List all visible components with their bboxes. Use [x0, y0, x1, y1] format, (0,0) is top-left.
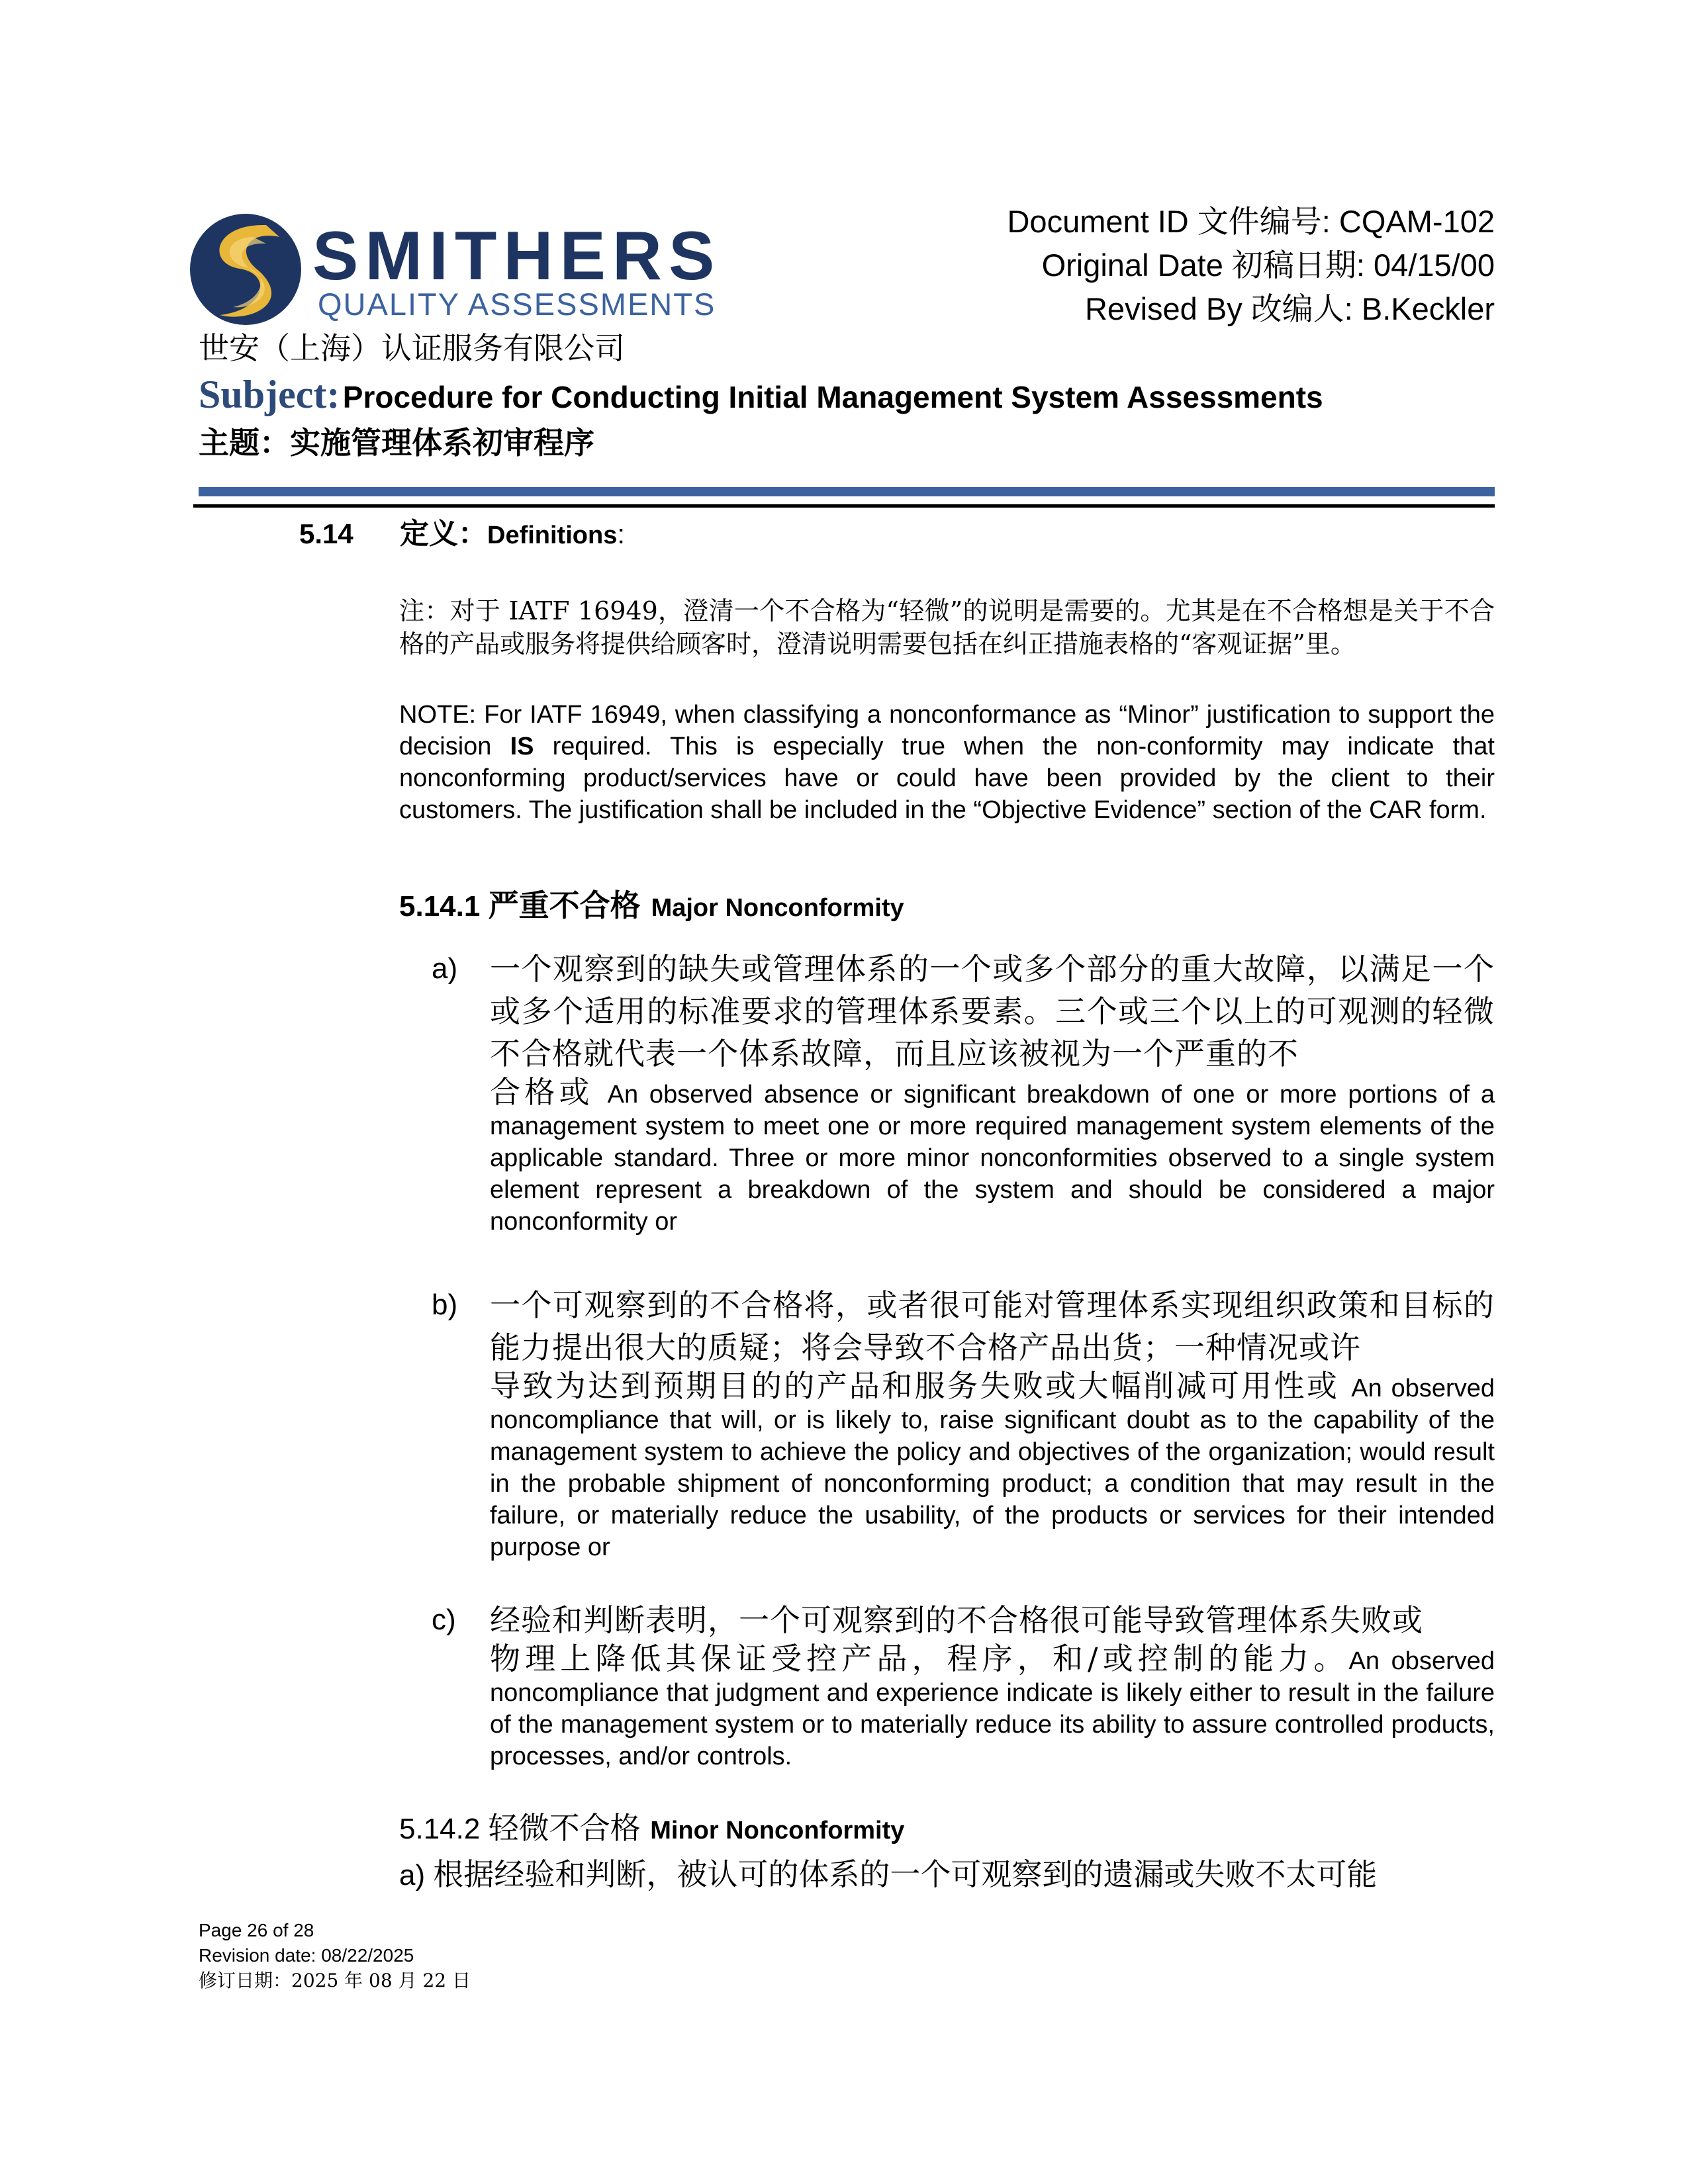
subheading-en: Major Nonconformity — [651, 894, 904, 922]
subheading-minor-nonconformity — [399, 1807, 904, 1857]
subheading-number: 5.14.2 — [399, 1813, 489, 1845]
section-number: 5.14 — [299, 518, 353, 549]
list-item-letter: b) — [432, 1289, 458, 1321]
page-number: Page 26 of 28 — [199, 1920, 314, 1940]
logo-subtitle: QUALITY ASSESSMENTS — [318, 287, 716, 322]
header-rule-black — [193, 504, 1495, 508]
minor-item-a — [399, 1853, 1377, 1897]
item-cn-tail: 合格或 — [490, 1074, 608, 1110]
section-title-cn: 定义： — [400, 517, 487, 551]
subject-cn: 主题：实施管理体系初审程序 — [199, 425, 594, 461]
original-date: Original Date 初稿日期: 04/15/00 — [1041, 248, 1495, 283]
item-cn: 一个观察到的缺失或管理体系的一个或多个部分的重大故障，以满足一个或多个适用的标准要求的管理体系要素。三个或三个以上的可观测的轻微不合格就代表一个体系故障，而且应该被视为一个严重的不 — [490, 951, 1495, 1071]
header-rule-blue — [199, 487, 1495, 496]
section-colon: : — [617, 518, 625, 549]
item-en — [490, 1076, 1495, 1238]
company-name-cn: 世安（上海）认证服务有限公司 — [199, 330, 625, 366]
subject-text: Procedure for Conducting Initial Management System Assessments — [342, 380, 1323, 414]
note-en-part-2: required. This is especially true when the non-conformity may indicate that nonconforming product/services have or could have been provided by the client to their customers. The justification shall be included in the “Objective Evidence” section of the CAR form. — [399, 733, 1495, 824]
list-item-letter: a) — [399, 1859, 434, 1891]
item-cn: 一个可观察到的不合格将，或者很可能对管理体系实现组织政策和目标的能力提出很大的质疑；将会导致不合格产品出货；一种情况或许 — [490, 1287, 1495, 1365]
note-en-emphasis: IS — [510, 733, 534, 760]
subject-label: Subject: — [199, 373, 340, 416]
item-en — [490, 1643, 1495, 1772]
item-cn: 经验和判断表明，一个可观察到的不合格很可能导致管理体系失败或 — [490, 1602, 1423, 1638]
item-en-text: An observed noncompliance that will, or is likely to, raise significant doubt as to the capability of the management system to achieve the policy and objectives of the organization; would result in the probable shipment of nonconforming product; a condition that may result in the failure, or materially reduce the usability, of the products or services for their intended purpose or — [490, 1375, 1495, 1561]
subheading-number: 5.14.1 — [399, 890, 489, 923]
list-item-letter: c) — [432, 1604, 456, 1636]
item-cn-tail: 导致为达到预期目的的产品和服务失败或大幅削减可用性或 — [490, 1368, 1352, 1404]
list-item-letter: a) — [432, 952, 458, 985]
item-cn: 根据经验和判断，被认可的体系的一个可观察到的遗漏或失败不太可能 — [433, 1856, 1378, 1892]
item-en — [490, 1370, 1495, 1563]
revision-date-cn: 修订日期：2025 年 08 月 22 日 — [199, 1970, 471, 1991]
subheading-en: Minor Nonconformity — [650, 1817, 905, 1844]
document-id: Document ID 文件编号: CQAM-102 — [1007, 204, 1495, 239]
section-title-en: Definitions — [487, 522, 618, 549]
subheading-major-nonconformity — [399, 884, 904, 934]
revision-date: Revision date: 08/22/2025 — [199, 1945, 414, 1966]
subheading-cn: 严重不合格 — [488, 887, 651, 923]
note-en-part-1: NOTE: For IATF 16949, when classifying a nonconformance as “Minor” justification to support the decision — [399, 701, 1495, 760]
note-en — [399, 699, 1495, 826]
note-cn: 注：对于 IATF 16949，澄清一个不合格为“轻微”的说明是需要的。尤其是在不合格想是关于不合格的产品或服务将提供给顾客时，澄清说明需要包括在纠正措施表格的“客观证据”里。 — [399, 596, 1495, 659]
document-meta — [1007, 200, 1495, 331]
revised-by: Revised By 改编人: B.Keckler — [1084, 291, 1495, 326]
smithers-logo — [187, 210, 743, 328]
page-footer — [199, 1918, 471, 1993]
item-en-text: An observed absence or significant breakdown of one or more portions of a management system to meet one or more required management system elements of the applicable standard. Three or more minor nonconformities observed to a single system element represent a breakdown of the system and should be considered a major nonconformity or — [490, 1081, 1495, 1236]
item-en-text: An observed noncompliance that judgment and experience indicate is likely either to result in the failure of the management system or to materially reduce its ability to assure controlled products, processes, and/or controls. — [490, 1647, 1495, 1770]
list-item — [490, 948, 1495, 1238]
subheading-cn: 轻微不合格 — [488, 1810, 651, 1846]
logo-wordmark: SMITHERS — [312, 218, 722, 295]
item-cn-tail: 物理上降低其保证受控产品，程序，和/或控制的能力。 — [490, 1641, 1349, 1676]
section-heading-5-14 — [299, 514, 625, 556]
list-item — [490, 1599, 1495, 1772]
list-item — [490, 1284, 1495, 1563]
logo-emblem-icon — [190, 214, 301, 325]
subject-line — [199, 371, 1323, 429]
